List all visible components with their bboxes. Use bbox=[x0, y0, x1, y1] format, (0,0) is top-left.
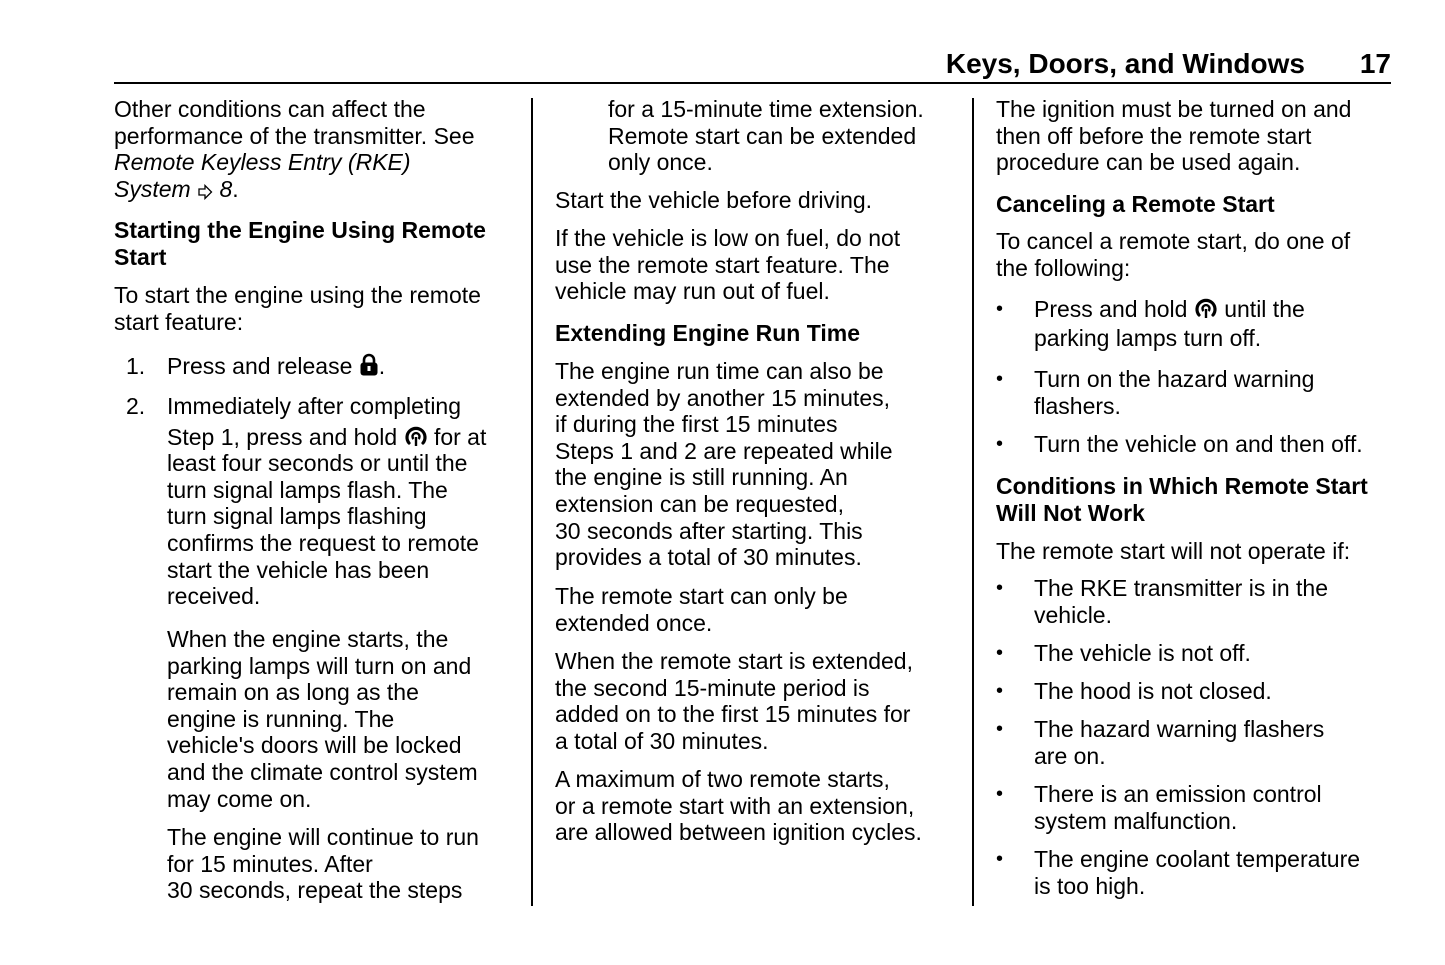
text-line: Steps 1 and 2 are repeated while bbox=[555, 437, 893, 464]
text-line: extension can be requested, bbox=[555, 490, 844, 517]
text-line: The engine run time can also be bbox=[555, 358, 884, 384]
text-line: for a 15-minute time extension. bbox=[608, 96, 924, 122]
rke-system-link-cont[interactable]: System bbox=[114, 175, 191, 202]
text-line: vehicle. bbox=[1034, 601, 1112, 628]
text-line: When the engine starts, the bbox=[167, 626, 449, 652]
text-line: Start the vehicle before driving. bbox=[555, 187, 873, 213]
text-line: Turn on the hazard warning bbox=[1034, 366, 1315, 392]
bullet: • bbox=[996, 368, 1004, 390]
text-line: if during the first 15 minutes bbox=[555, 411, 838, 438]
text-line: 30 seconds, repeat the steps bbox=[167, 877, 463, 904]
text-line: The vehicle is not off. bbox=[1034, 640, 1251, 666]
extended-once-paragraph bbox=[555, 583, 960, 636]
step-text: Press and release bbox=[167, 353, 353, 379]
heading-extending-run-time bbox=[555, 320, 960, 347]
heading-canceling bbox=[996, 191, 1391, 218]
extension-continuation bbox=[608, 96, 960, 176]
heading-line: Extending Engine Run Time bbox=[555, 320, 860, 346]
ignition-paragraph bbox=[996, 96, 1391, 176]
text-line: are allowed between ignition cycles. bbox=[555, 819, 922, 846]
text-line: then off before the remote start bbox=[996, 122, 1312, 149]
text-line: is too high. bbox=[1034, 872, 1146, 899]
text-line: Immediately after completing bbox=[167, 393, 462, 419]
section-title: Keys, Doors, and Windows bbox=[945, 48, 1305, 79]
text-line: Other conditions can affect the bbox=[114, 96, 426, 122]
text-line: parking lamps turn off. bbox=[1034, 324, 1262, 351]
text-line: extended by another 15 minutes, bbox=[555, 384, 891, 411]
text-line: The remote start can only be bbox=[555, 583, 848, 609]
text-line: start the vehicle has been bbox=[167, 556, 430, 583]
bullet: • bbox=[996, 718, 1004, 740]
text-line: To cancel a remote start, do one of bbox=[996, 228, 1351, 254]
heading-line: Canceling a Remote Start bbox=[996, 191, 1275, 217]
rke-page-ref[interactable]: 8 bbox=[219, 175, 233, 202]
text-line: received. bbox=[167, 583, 261, 610]
start-before-driving bbox=[555, 187, 960, 214]
column-divider-1 bbox=[531, 98, 533, 906]
text-line: Step 1, press and hold bbox=[167, 423, 398, 450]
remote-start-icon bbox=[1194, 296, 1218, 320]
text-line: or a remote start with an extension, bbox=[555, 792, 915, 819]
text-line: The engine coolant temperature bbox=[1034, 846, 1361, 872]
text-line: engine is running. The bbox=[167, 705, 395, 732]
heading-starting-engine bbox=[114, 217, 519, 270]
extended-period-paragraph bbox=[555, 648, 960, 754]
bullet: • bbox=[996, 298, 1004, 320]
text-line: When the remote start is extended, bbox=[555, 648, 913, 674]
text-line: procedure can be used again. bbox=[996, 149, 1301, 176]
text-line: system malfunction. bbox=[1034, 807, 1238, 834]
page-number: 17 bbox=[1359, 48, 1391, 79]
text-line: the engine is still running. An bbox=[555, 464, 848, 491]
bullet: • bbox=[996, 642, 1004, 664]
conditions-intro bbox=[996, 538, 1391, 565]
intro-paragraph: Other conditions can affect the performance of the transmitter. See Remote Keyless Entry (RKE) System 8. bbox=[114, 96, 519, 202]
lock-icon bbox=[359, 353, 379, 377]
heading-conditions bbox=[996, 473, 1391, 526]
text-line: flashers. bbox=[1034, 392, 1121, 419]
bullet: • bbox=[996, 577, 1004, 599]
step-number: 2. bbox=[126, 393, 146, 419]
header-rule bbox=[114, 82, 1391, 84]
rke-system-link[interactable]: Remote Keyless Entry (RKE) bbox=[114, 149, 411, 176]
text-line: The remote start will not operate if: bbox=[996, 538, 1351, 564]
text-line: parking lamps will turn on and bbox=[167, 652, 472, 679]
text-line: Remote start can be extended bbox=[608, 122, 917, 149]
text-line: confirms the request to remote bbox=[167, 529, 479, 556]
text-line: vehicle may run out of fuel. bbox=[555, 278, 830, 305]
text-line: Press and hold bbox=[1034, 296, 1188, 322]
run-time-paragraph bbox=[555, 358, 960, 571]
text-line: The engine will continue to run bbox=[167, 824, 479, 850]
text-line: only once. bbox=[608, 149, 713, 176]
text-line: The RKE transmitter is in the bbox=[1034, 575, 1328, 601]
text-line: 30 seconds after starting. This bbox=[555, 517, 863, 544]
start-intro-paragraph bbox=[114, 282, 519, 335]
heading-line: Will Not Work bbox=[996, 499, 1145, 526]
text-line: least four seconds or until the bbox=[167, 450, 468, 477]
text-line: are on. bbox=[1034, 742, 1106, 769]
bullet: • bbox=[996, 433, 1004, 455]
text-line: If the vehicle is low on fuel, do not bbox=[555, 225, 901, 251]
bullet: • bbox=[996, 783, 1004, 805]
text-line: To start the engine using the remote bbox=[114, 282, 481, 308]
text-line: and the climate control system bbox=[167, 758, 478, 785]
text-line: the second 15-minute period is bbox=[555, 674, 870, 701]
text-line: provides a total of 30 minutes. bbox=[555, 544, 862, 571]
column-divider-2 bbox=[972, 98, 974, 906]
text-line: for at bbox=[433, 423, 487, 450]
heading-line: Starting the Engine Using Remote bbox=[114, 217, 486, 243]
heading-line: Start bbox=[114, 243, 167, 270]
text-line: for 15 minutes. After bbox=[167, 850, 373, 877]
page-reference-arrow-icon bbox=[197, 184, 213, 200]
text-line: Turn the vehicle on and then off. bbox=[1034, 431, 1363, 457]
text-line: use the remote start feature. The bbox=[555, 251, 890, 278]
text-line: a total of 30 minutes. bbox=[555, 727, 769, 754]
text-line: There is an emission control bbox=[1034, 781, 1322, 807]
text-line: remain on as long as the bbox=[167, 679, 419, 706]
text-line: turn signal lamps flash. The bbox=[167, 476, 448, 503]
text-line: added on to the first 15 minutes for bbox=[555, 701, 911, 728]
text-line: The hood is not closed. bbox=[1034, 678, 1272, 704]
text-line: A maximum of two remote starts, bbox=[555, 766, 890, 792]
bullet: • bbox=[996, 848, 1004, 870]
text-line: The hazard warning flashers bbox=[1034, 716, 1325, 742]
text-line: The ignition must be turned on and bbox=[996, 96, 1352, 122]
heading-line: Conditions in Which Remote Start bbox=[996, 473, 1368, 499]
text-line: performance of the transmitter. See bbox=[114, 122, 475, 149]
text-line: turn signal lamps flashing bbox=[167, 503, 427, 530]
low-fuel-paragraph bbox=[555, 225, 960, 305]
text-line: may come on. bbox=[167, 785, 312, 812]
text-line: vehicle's doors will be locked bbox=[167, 732, 462, 759]
text-line: start feature: bbox=[114, 308, 244, 335]
maximum-starts-paragraph bbox=[555, 766, 960, 846]
bullet: • bbox=[996, 680, 1004, 702]
page-header bbox=[114, 44, 1391, 82]
text-line: the following: bbox=[996, 254, 1131, 281]
text-line: extended once. bbox=[555, 609, 713, 636]
remote-start-icon bbox=[404, 424, 428, 448]
text-line: until the bbox=[1224, 296, 1305, 322]
step-number: 1. bbox=[126, 353, 146, 379]
cancel-intro-paragraph bbox=[996, 228, 1391, 281]
